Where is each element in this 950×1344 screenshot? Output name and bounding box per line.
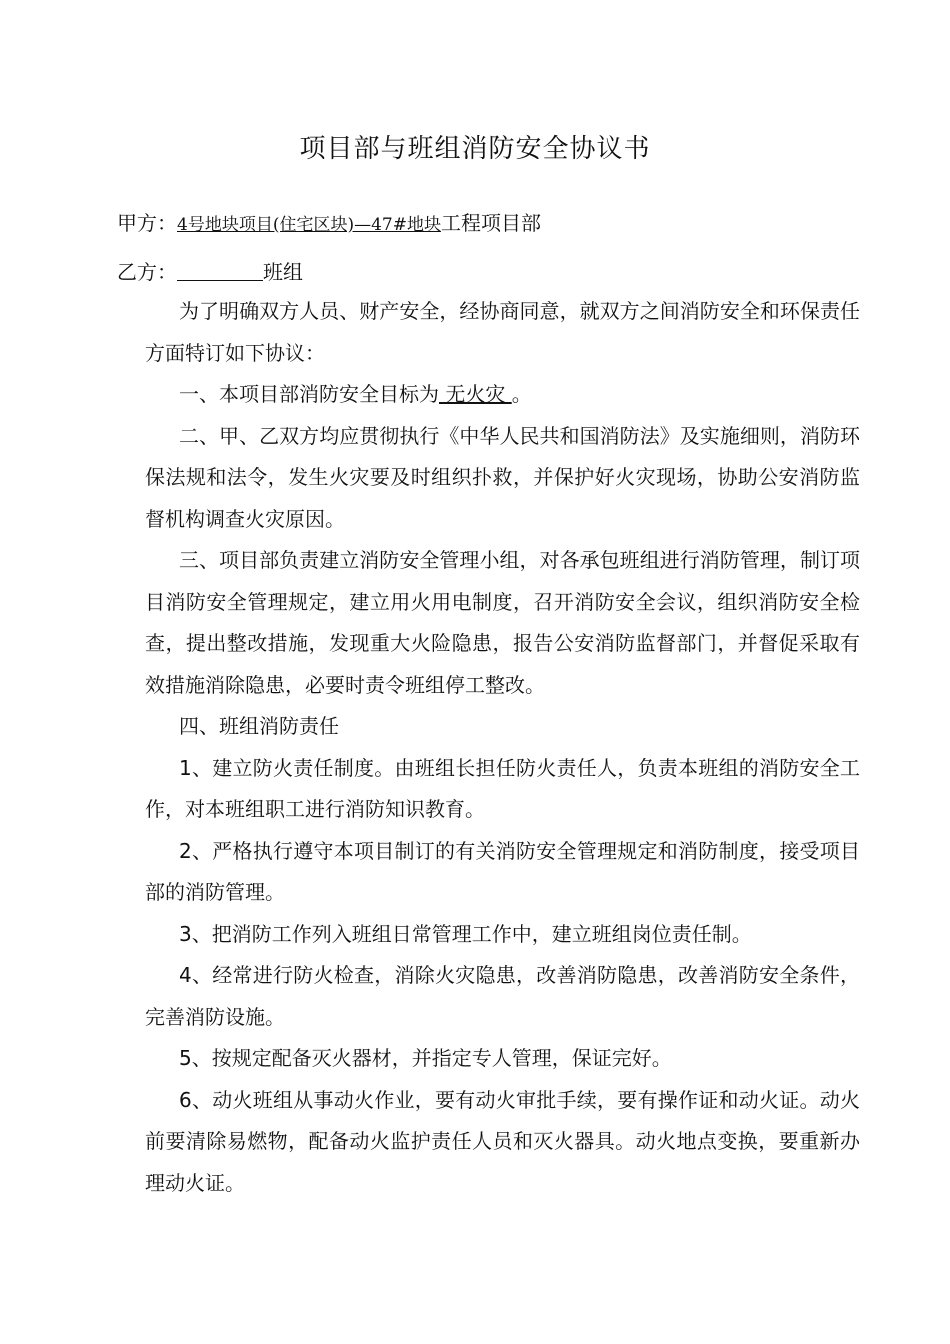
safety-goal: 无火灾 — [439, 382, 512, 406]
list-item: 1、建立防火责任制度。由班组长担任防火责任人，负责本班组的消防安全工作，对本班组职工进行消防知识教育。 — [145, 755, 860, 821]
list-item: 6、动火班组从事动火作业，要有动火审批手续，要有操作证和动火证。动火前要清除易燃物，配备动火监护责任人员和灭火器具。动火地点变换，要重新办理动火证。 — [145, 1087, 860, 1195]
list-item: 5、按规定配备灭火器材，并指定专人管理，保证完好。 — [179, 1046, 672, 1070]
clause-3: 三、项目部负责建立消防安全管理小组，对各承包班组进行消防管理，制订项目消防安全管理规定，建立用火用电制度，召开消防安全会议，组织消防安全检查，提出整改措施，发现重大火险隐患，报告公安消防监督部门，并督促采取有效措施消除隐患，必要时责令班组停工整改。 — [145, 548, 860, 697]
document-title: 项目部与班组消防安全协议书 — [299, 134, 651, 164]
clause-4-heading: 四、班组消防责任 — [179, 714, 339, 738]
agreement-body — [145, 291, 860, 1204]
party-b-blank — [177, 262, 263, 281]
clause-1-suffix: 。 — [511, 382, 532, 406]
clause-1 — [145, 374, 860, 416]
clause-2: 二、甲、乙双方均应贯彻执行《中华人民共和国消防法》及实施细则，消防环保法规和法令，发生火灾要及时组织扑救，并保护好火灾现场，协助公安消防监督机构调查火灾原因。 — [145, 423, 860, 531]
list-item: 4、经常进行防火检查，消除火灾隐患，改善消防隐患，改善消防安全条件，完善消防设施。 — [145, 963, 860, 1029]
list-item: 2、严格执行遵守本项目制订的有关消防安全管理规定和消防制度，接受项目部的消防管理。 — [145, 838, 860, 904]
party-a-suffix: 工程项目部 — [440, 211, 541, 235]
party-a-line — [117, 207, 541, 236]
party-b-suffix: 班组 — [263, 260, 303, 284]
intro-paragraph: 为了明确双方人员、财产安全，经协商同意，就双方之间消防安全和环保责任方面特订如下协议： — [145, 299, 860, 365]
party-a-name: 4号地块项目(住宅区块)—47#地块 — [177, 215, 441, 235]
party-a-label: 甲方： — [117, 211, 177, 235]
party-b-label: 乙方： — [117, 260, 177, 284]
list-item: 3、把消防工作列入班组日常管理工作中，建立班组岗位责任制。 — [179, 921, 752, 946]
clause-1-prefix: 一、本项目部消防安全目标为 — [179, 382, 439, 406]
party-b-line — [117, 256, 303, 285]
